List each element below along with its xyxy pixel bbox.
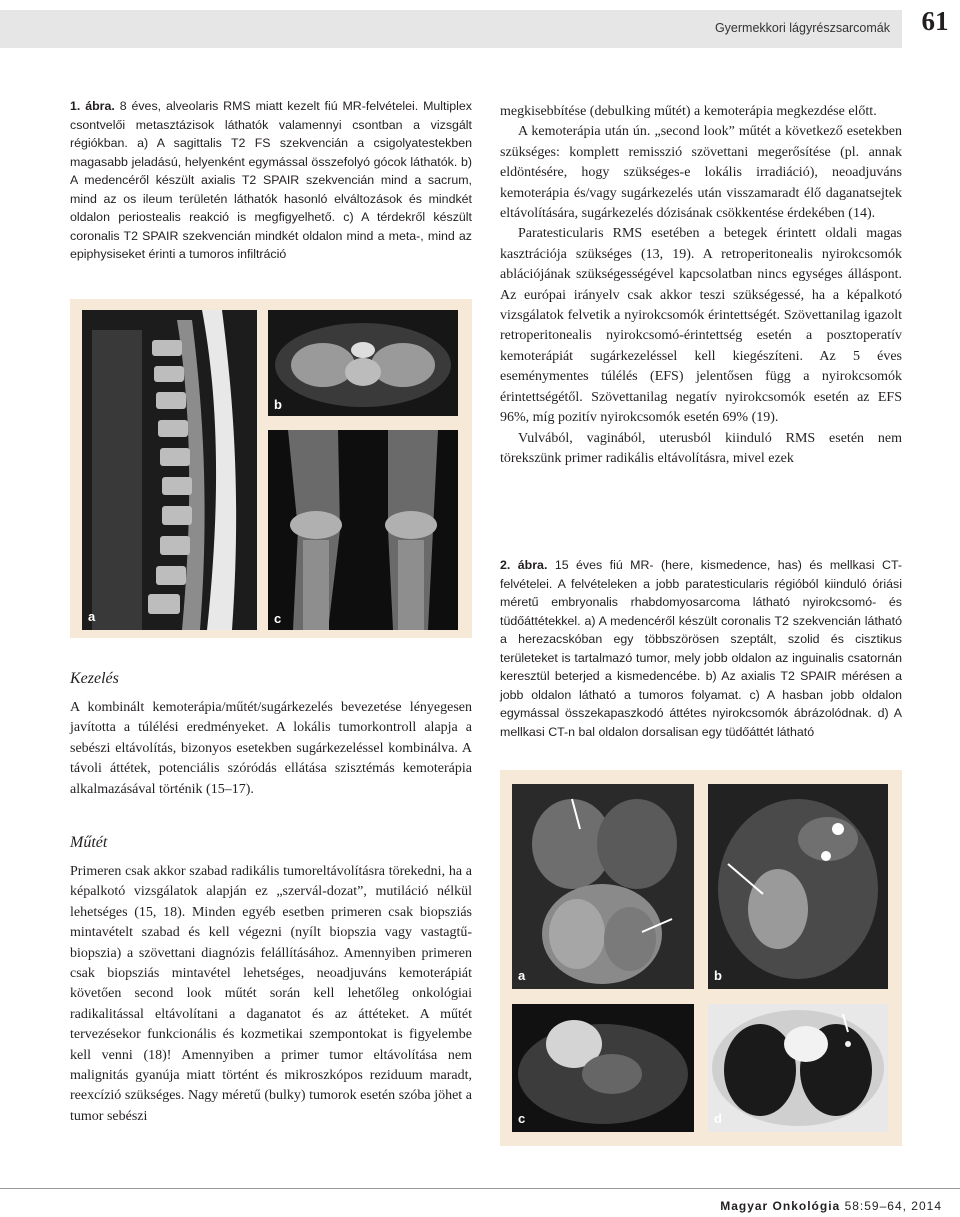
axial-pelvis-mri-image [268, 310, 458, 416]
journal-citation [720, 1199, 942, 1213]
right-paragraph-4: Vulvából, vaginából, uterusból kiinduló RMS esetén nem törekszünk primer radikális eltávolításra, mivel ezek [500, 430, 902, 466]
figure2-panel-d [708, 1004, 888, 1132]
right-paragraph-3: Paratesticularis RMS esetében a betegek érintett oldali magas kasztrációja szükséges (13, 19). A retroperitonealis nyirokcsomók ablációjának szükségességével kapcsolatban nincs egységes álláspont. Az európai irányelv csak akkor teszi szükségessé, ha a képalkotó vizsgálatok felvetik a nyirokcsomók érintettségét. Szövettanilag igazolt retroperitonealis nyirokcsomó-érintettség esetén a posztoperatív kemoterápiát sugárkezeléssel kell kiegészíteni. Az 5 éves eseménymentes túlélés (EFS) jelentősen függ a nyirokcsomók érintettségétől. Szövettanilag negatív nyirokcsomók esetén az EFS 96%, míg pozitív nyirokcsomók esetén 69% (19). [500, 226, 902, 426]
chest-ct-image [708, 1004, 888, 1132]
figure1-panel-b-label: b [274, 397, 282, 412]
sagittal-spine-mri-image [82, 310, 257, 630]
figure2-caption [500, 556, 902, 741]
figure1-caption [70, 97, 472, 264]
figure1-caption-label: 1. ábra. [70, 99, 115, 113]
paragraph-mutet-text: Primeren csak akkor szabad radikális tumoreltávolításra törekedni, ha a képalkotó vizsgálatok alapján ez „szervál-dozat”, mutiláció nélkül lehetséges (15, 18). Minden egyéb esetben primeren csak biopsziás mintavételt szabad és kell végezni (nyílt biopszia vagy vastagtű-biopszia) a szövettani diagnózis felállításához. Amennyiben primeren csak biopsziás mintavétel lehetséges, neoadjuváns kemoterápiát követően second look műtét során kell lehetőleg onkológiai radikalitással eltávolítani a daganatot és az áttéteket. A műtét tervezésekor funkcionális és kozmetikai szempontokat is figyelembe kell venni (18)! Amennyiben a primer tumor eltávolítása nem malignitás gyanúja miatt történt és mikroszkópos reziduum maradt, reexcízió szükséges. Nagy méretű (bulky) tumorok esetén szóba jöhet a tumor sebészi [70, 864, 472, 1124]
axial-abdomen-mri-image [708, 784, 888, 989]
paragraph-kezeles [70, 698, 472, 800]
right-column-text [500, 102, 902, 469]
figure2-panel-b [708, 784, 888, 989]
figure1-panel-a [82, 310, 257, 630]
journal-volume: 58:59–64, 2014 [844, 1199, 942, 1213]
footer-rule [0, 1188, 960, 1189]
figure1-panel-a-label: a [88, 609, 96, 624]
axial-pelvis-spair-image [512, 1004, 694, 1132]
figure2-panel-a [512, 784, 694, 989]
figure2-panel-d-label: d [714, 1111, 722, 1126]
page-number: 61 [921, 6, 949, 36]
figure2-panel-b-label: b [714, 968, 722, 983]
figure1-panel-c [268, 430, 458, 630]
figure2-panel-c-label: c [518, 1111, 526, 1126]
journal-name: Magyar Onkológia [720, 1199, 841, 1213]
figure2-panel-a-label: a [518, 968, 526, 983]
paragraph-kezeles-text: A kombinált kemoterápia/műtét/sugárkezelés bevezetése lényegesen javította a túlélési eredményeket. A lokális tumorkontroll alapja a sebészi eltávolítás, bizonyos esetekben sugárkezeléssel kombinálva. A távoli áttétek, potenciális szóródás ellátása szisztémás kemoterápia alkalmazásával történik (15–17). [70, 700, 472, 797]
figure1-panel-b [268, 310, 458, 416]
coronal-pelvis-mri-image [512, 784, 694, 989]
figure1-panel-c-label: c [274, 611, 282, 626]
figure2-panel-c [512, 1004, 694, 1132]
right-paragraph-1: megkisebbítése (debulking műtét) a kemoterápia megkezdése előtt. [500, 104, 877, 119]
paragraph-mutet [70, 862, 472, 1127]
figure2-caption-label: 2. ábra. [500, 558, 548, 572]
coronal-knees-mri-image [268, 430, 458, 630]
heading-mutet: Műtét [70, 834, 108, 851]
figure1-image-box [70, 299, 472, 638]
figure2-caption-text: 15 éves fiú MR- (here, kismedence, has) és mellkasi CT-felvételei. A felvételeken a jobb paratesticularis régióból kiinduló óriási méretű embryonalis rhabdomyosarcoma látható nyirokcsomó- és tüdőáttétekkel. a) A medencéről készült coronalis T2 szekvencián látható a herezacskóban egy többszörösen szeptált, szolid és cisztikus területeket is tartalmazó tumor, mely jobb oldalon az inguinalis csatornán keresztül beterjed a kismedencébe. b) Az axialis T2 SPAIR mérésen a jobb oldalon látható a tumoros folyamat. c) A hasban jobb oldalon egymással összekapaszkodó áttétes nyirokcsomók ábrázolódnak. d) A mellkasi CT-n bal oldalon dorsalisan egy tüdőáttét látható [500, 558, 902, 739]
heading-kezeles: Kezelés [70, 670, 119, 687]
figure1-caption-text: 8 éves, alveolaris RMS miatt kezelt fiú MR-felvételei. Multiplex csontvelői metasztázisok láthatók valamennyi csontban a vizsgált régiókban. a) A sagittalis T2 FS szekvencián a csigolyatestekben magasabb jeladású, helyenként egymással összefolyó gócok láthatók. b) A medencéről készült axialis T2 SPAIR szekvencián mind a sacrum, mind az os ileum területén láthatók hasonló elváltozások és mindkét oldalon periostealis reakció is megfigyelhető. c) A térdekről készült coronalis T2 SPAIR szekvencián mindkét oldalon mind a meta-, mind az epiphysiseket érinti a tumoros infiltráció [70, 99, 472, 261]
running-title: Gyermekkori lágyrészsarcomák [714, 21, 890, 35]
figure2-image-box [500, 770, 902, 1146]
right-paragraph-2: A kemoterápia után ún. „second look” műtét a következő esetekben szükséges: komplett remisszió szövettani megerősítése (pl. annak eldöntésére, hogy szükséges-e lokális irradiáció), neoadjuváns kemoterápia és/vagy sugárkezelés után visszamaradt élő daganatsejtek eltávolítására, sugárkezelés dózisának csökkentése érdekében (14). [500, 124, 902, 222]
